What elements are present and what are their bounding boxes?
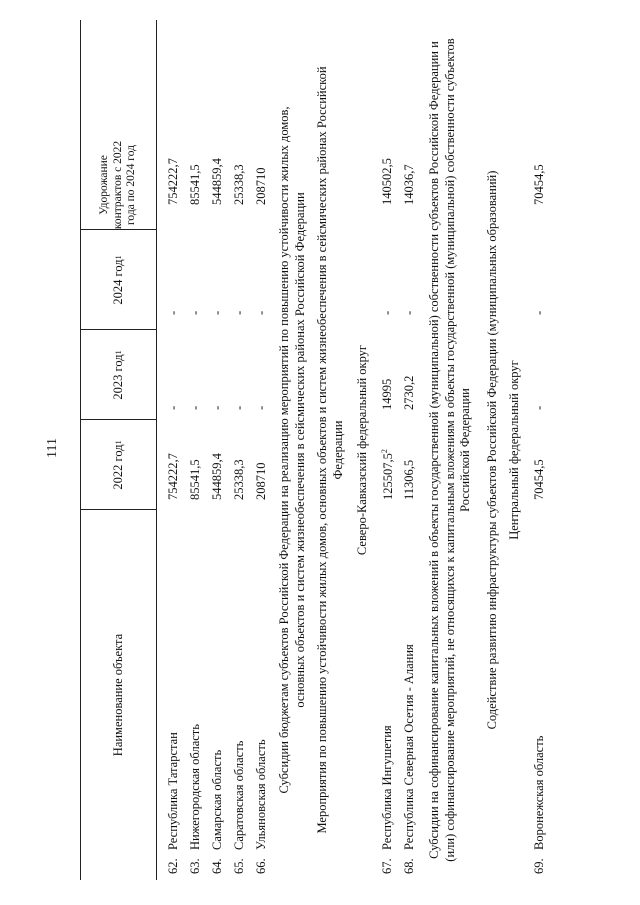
district-heading: Северо-Кавказский федеральный округ: [355, 344, 369, 556]
header-2023: 2023 год 1: [111, 350, 125, 400]
table-row: 67. Республика Ингушетия 125507,5$^2$ 14995 - 140502,5: [380, 158, 396, 874]
header-2024: 2024 год 1: [111, 255, 125, 305]
table-row: 66. Ульяновская область 208710 - - 208710: [254, 167, 268, 874]
table-header: [80, 20, 157, 880]
table-row: 65. Саратовская область 25338,3 - - 25338,3: [232, 164, 246, 874]
table-row: 63. Нижегородская область 85541,5 - - 85541,5: [188, 164, 202, 874]
header-2022: 2022 год 1: [111, 440, 125, 490]
section-heading: Субсидии бюджетам субъектов Российской Федерации на реализацию мероприятий по повышению устойчивости жилых домов, основных объектов и систем жизнеобеспечения в сейсмических районах Российской Федерации: [277, 106, 307, 794]
page-number: 111: [45, 438, 60, 458]
table-row: 62. Республика Татарстан 754222,7 - - 754222,7: [166, 158, 180, 874]
header-name: Наименование объекта: [111, 633, 125, 757]
section-heading: Содействие развитию инфраструктуры субъектов Российской Федерации (муниципальных образований): [485, 170, 499, 730]
district-heading: Центральный федеральный округ: [507, 360, 521, 540]
rotated-table: [80, 20, 640, 880]
table-row: 69. Воронежская область 70454,5 - - 70454,5: [532, 164, 546, 874]
table-body: [155, 20, 640, 880]
section-heading: Мероприятия по повышению устойчивости жилых домов, основных объектов и систем жизнеобеспечения в сейсмических районах Российской Федерации: [315, 66, 345, 834]
section-heading: Субсидии на софинансирование капитальных вложений в объекты государственной (муниципальной) собственности субъектов Российской Федерации и (или) софинансирование мероприятий, не относящихся к капитальным вложениям в объекты государственной (муниципальной) собственности субъектов Российской Федерации: [427, 38, 473, 862]
table-row: 68. Республика Северная Осетия - Алания 11306,5 2730,2 - 14036,7: [402, 164, 416, 874]
header-increase: Удорожание контрактов с 2022 года по 2024 год: [97, 140, 138, 230]
table-row: 64. Самарская область 544859,4 - - 544859,4: [210, 158, 224, 874]
